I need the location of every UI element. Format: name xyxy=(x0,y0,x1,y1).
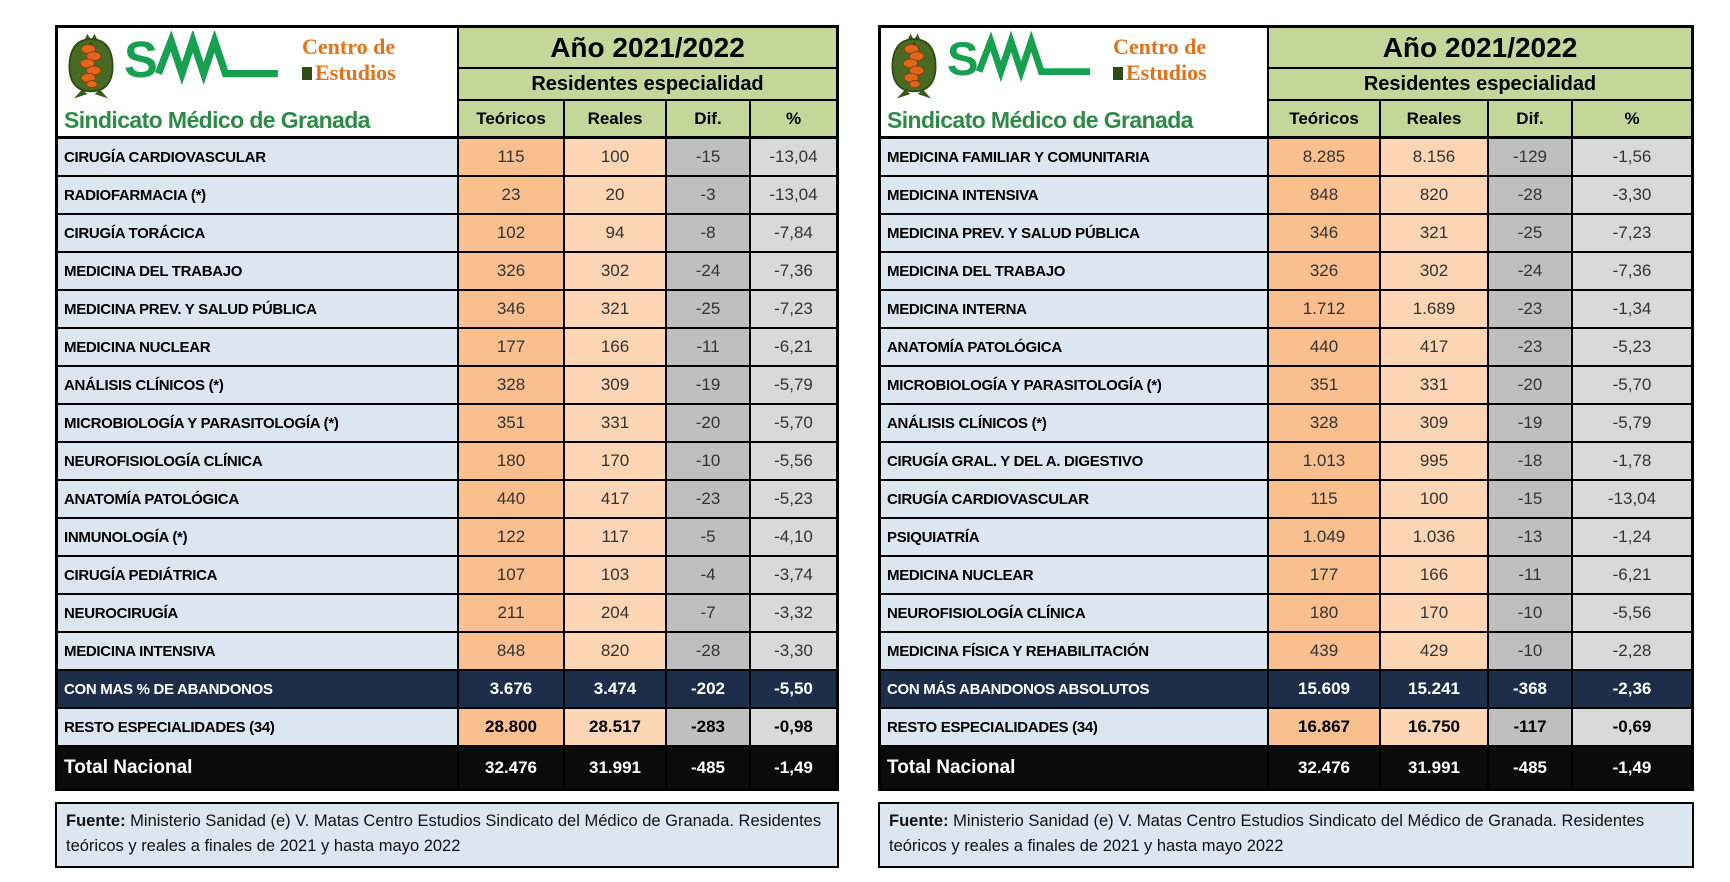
teoricos-value: 351 xyxy=(459,405,565,441)
reales-value: 309 xyxy=(565,367,667,403)
teoricos-value: 326 xyxy=(459,253,565,289)
table-row xyxy=(881,139,1691,177)
dif-value: -18 xyxy=(1489,443,1573,479)
reales-value: 166 xyxy=(565,329,667,365)
reales-value: 820 xyxy=(565,633,667,669)
svg-text:S: S xyxy=(947,32,979,85)
dif-value: -11 xyxy=(1489,557,1573,593)
total-row xyxy=(58,747,836,788)
reales-value: 331 xyxy=(1381,367,1489,403)
dif-value: -129 xyxy=(1489,139,1573,175)
table-row xyxy=(881,481,1691,519)
pct-value: -1,34 xyxy=(1573,291,1691,327)
table-row xyxy=(58,481,836,519)
table-subtitle: Residentes especialidad xyxy=(1269,69,1691,101)
teoricos-value: 328 xyxy=(1269,405,1381,441)
table-row xyxy=(58,177,836,215)
specialty-name: MEDICINA PREV. Y SALUD PÚBLICA xyxy=(58,291,459,327)
dif-value: -10 xyxy=(667,443,751,479)
specialty-name: MICROBIOLOGÍA Y PARASITOLOGÍA (*) xyxy=(881,367,1269,403)
svg-text:S: S xyxy=(124,31,158,89)
specialty-name: MEDICINA PREV. Y SALUD PÚBLICA xyxy=(881,215,1269,251)
left-table-panel xyxy=(55,25,839,868)
teoricos-value: 326 xyxy=(1269,253,1381,289)
pct-value: -5,79 xyxy=(751,367,836,403)
reales-value: 94 xyxy=(565,215,667,251)
table-row xyxy=(58,215,836,253)
centro-line2: Estudios xyxy=(1113,60,1207,86)
pct-value: -6,21 xyxy=(751,329,836,365)
table-row xyxy=(881,405,1691,443)
total-row xyxy=(881,747,1691,788)
dif-value: -15 xyxy=(1489,481,1573,517)
teoricos-value: 346 xyxy=(1269,215,1381,251)
specialty-name: ANÁLISIS CLÍNICOS (*) xyxy=(58,367,459,403)
teoricos-value: 440 xyxy=(459,481,565,517)
specialty-name: CIRUGÍA GRAL. Y DEL A. DIGESTIVO xyxy=(881,443,1269,479)
specialty-name: CON MÁS ABANDONOS ABSOLUTOS xyxy=(881,671,1269,707)
specialty-name: MEDICINA FÍSICA Y REHABILITACIÓN xyxy=(881,633,1269,669)
reales-value: 103 xyxy=(565,557,667,593)
dif-value: -283 xyxy=(667,709,751,745)
logo-block xyxy=(64,31,453,105)
summary-navy-row xyxy=(58,671,836,709)
reales-value: 417 xyxy=(1381,329,1489,365)
specialty-name: CIRUGÍA PEDIÁTRICA xyxy=(58,557,459,593)
specialty-name: CON MAS % DE ABANDONOS xyxy=(58,671,459,707)
specialty-name: MEDICINA INTENSIVA xyxy=(881,177,1269,213)
table-row xyxy=(881,367,1691,405)
pct-value: -5,70 xyxy=(751,405,836,441)
specialty-name: Total Nacional xyxy=(881,747,1269,788)
teoricos-value: 3.676 xyxy=(459,671,565,707)
dif-value: -485 xyxy=(1489,747,1573,788)
right-table-panel xyxy=(878,25,1694,868)
pen-nib-icon xyxy=(302,67,312,80)
dif-value: -20 xyxy=(667,405,751,441)
reales-value: 28.517 xyxy=(565,709,667,745)
specialty-name: MICROBIOLOGÍA Y PARASITOLOGÍA (*) xyxy=(58,405,459,441)
abandon-absolute-table xyxy=(878,25,1694,791)
dif-value: -23 xyxy=(667,481,751,517)
reales-value: 31.991 xyxy=(1381,747,1489,788)
column-header-dif: Dif. xyxy=(1489,101,1573,136)
reales-value: 31.991 xyxy=(565,747,667,788)
dif-value: -13 xyxy=(1489,519,1573,555)
pct-value: -3,74 xyxy=(751,557,836,593)
logo-cell xyxy=(881,28,1269,136)
reales-value: 302 xyxy=(565,253,667,289)
table-row xyxy=(58,291,836,329)
dif-value: -3 xyxy=(667,177,751,213)
source-text: Ministerio Sanidad (e) V. Matas Centro Estudios Sindicato del Médico de Granada. Residentes teóricos y reales a finales de 2021 y hasta mayo 2022 xyxy=(889,812,1645,855)
table-row xyxy=(58,367,836,405)
abandon-rate-table xyxy=(55,25,839,791)
reales-value: 100 xyxy=(565,139,667,175)
teoricos-value: 439 xyxy=(1269,633,1381,669)
centro-de-estudios-label xyxy=(1113,34,1207,87)
reales-value: 1.689 xyxy=(1381,291,1489,327)
centro-line1: Centro de xyxy=(302,34,396,59)
teoricos-value: 23 xyxy=(459,177,565,213)
pomegranate-logo-icon xyxy=(64,31,118,103)
teoricos-value: 32.476 xyxy=(1269,747,1381,788)
pct-value: -5,23 xyxy=(1573,329,1691,365)
dif-value: -19 xyxy=(1489,405,1573,441)
source-footnote xyxy=(55,802,839,868)
dif-value: -25 xyxy=(667,291,751,327)
logo-cell xyxy=(58,28,459,136)
specialty-name: MEDICINA NUCLEAR xyxy=(881,557,1269,593)
teoricos-value: 102 xyxy=(459,215,565,251)
specialty-name: INMUNOLOGÍA (*) xyxy=(58,519,459,555)
specialty-name: ANÁLISIS CLÍNICOS (*) xyxy=(881,405,1269,441)
teoricos-value: 440 xyxy=(1269,329,1381,365)
logo-block xyxy=(887,31,1263,105)
table-row xyxy=(58,557,836,595)
source-text: Ministerio Sanidad (e) V. Matas Centro Estudios Sindicato del Médico de Granada. Residentes teóricos y reales a finales de 2021 y hasta mayo 2022 xyxy=(66,812,822,855)
reales-value: 417 xyxy=(565,481,667,517)
dif-value: -28 xyxy=(667,633,751,669)
pct-value: -5,79 xyxy=(1573,405,1691,441)
reales-value: 3.474 xyxy=(565,671,667,707)
pct-value: -0,98 xyxy=(751,709,836,745)
summary-resto-row xyxy=(58,709,836,747)
reales-value: 309 xyxy=(1381,405,1489,441)
table-row xyxy=(881,595,1691,633)
table-row xyxy=(881,177,1691,215)
dif-value: -202 xyxy=(667,671,751,707)
specialty-name: Total Nacional xyxy=(58,747,459,788)
reales-value: 1.036 xyxy=(1381,519,1489,555)
dif-value: -11 xyxy=(667,329,751,365)
reales-value: 20 xyxy=(565,177,667,213)
pct-value: -7,84 xyxy=(751,215,836,251)
centro-line2: Estudios xyxy=(302,60,396,86)
teoricos-value: 122 xyxy=(459,519,565,555)
teoricos-value: 328 xyxy=(459,367,565,403)
table-body xyxy=(881,139,1691,788)
reales-value: 8.156 xyxy=(1381,139,1489,175)
dif-value: -485 xyxy=(667,747,751,788)
pct-value: -7,23 xyxy=(1573,215,1691,251)
specialty-name: RESTO ESPECIALIDADES (34) xyxy=(58,709,459,745)
table-row xyxy=(58,443,836,481)
source-footnote xyxy=(878,802,1694,868)
dif-value: -10 xyxy=(1489,633,1573,669)
year-title: Año 2021/2022 xyxy=(459,28,836,69)
pct-value: -1,49 xyxy=(751,747,836,788)
teoricos-value: 1.712 xyxy=(1269,291,1381,327)
table-row xyxy=(881,291,1691,329)
teoricos-value: 28.800 xyxy=(459,709,565,745)
teoricos-value: 211 xyxy=(459,595,565,631)
dif-value: -5 xyxy=(667,519,751,555)
year-title: Año 2021/2022 xyxy=(1269,28,1691,69)
reales-value: 117 xyxy=(565,519,667,555)
pomegranate-logo-icon xyxy=(887,31,941,103)
table-row xyxy=(58,595,836,633)
reales-value: 15.241 xyxy=(1381,671,1489,707)
reales-value: 204 xyxy=(565,595,667,631)
dif-value: -7 xyxy=(667,595,751,631)
summary-navy-row xyxy=(881,671,1691,709)
table-row xyxy=(58,253,836,291)
dif-value: -28 xyxy=(1489,177,1573,213)
summary-resto-row xyxy=(881,709,1691,747)
dif-value: -24 xyxy=(667,253,751,289)
column-header-pct: % xyxy=(751,101,836,136)
pct-value: -0,69 xyxy=(1573,709,1691,745)
dif-value: -24 xyxy=(1489,253,1573,289)
pct-value: -2,36 xyxy=(1573,671,1691,707)
org-name: Sindicato Médico de Granada xyxy=(64,107,370,133)
table-subtitle: Residentes especialidad xyxy=(459,69,836,101)
pct-value: -6,21 xyxy=(1573,557,1691,593)
dif-value: -8 xyxy=(667,215,751,251)
teoricos-value: 180 xyxy=(1269,595,1381,631)
table-header xyxy=(881,28,1691,139)
pct-value: -3,30 xyxy=(1573,177,1691,213)
column-header-pct: % xyxy=(1573,101,1691,136)
table-row xyxy=(881,215,1691,253)
teoricos-value: 32.476 xyxy=(459,747,565,788)
pct-value: -1,49 xyxy=(1573,747,1691,788)
specialty-name: MEDICINA FAMILIAR Y COMUNITARIA xyxy=(881,139,1269,175)
sma-ekg-icon xyxy=(947,31,1107,87)
reales-value: 170 xyxy=(1381,595,1489,631)
table-row xyxy=(881,633,1691,671)
reales-value: 321 xyxy=(1381,215,1489,251)
specialty-name: RESTO ESPECIALIDADES (34) xyxy=(881,709,1269,745)
specialty-name: RADIOFARMACIA (*) xyxy=(58,177,459,213)
column-header-reales: Reales xyxy=(1381,101,1489,136)
source-label: Fuente: xyxy=(889,812,949,830)
reales-value: 331 xyxy=(565,405,667,441)
table-row xyxy=(58,329,836,367)
dif-value: -15 xyxy=(667,139,751,175)
teoricos-value: 115 xyxy=(459,139,565,175)
pct-value: -5,56 xyxy=(751,443,836,479)
reales-value: 100 xyxy=(1381,481,1489,517)
column-header-dif: Dif. xyxy=(667,101,751,136)
pct-value: -3,30 xyxy=(751,633,836,669)
table-row xyxy=(58,139,836,177)
org-name: Sindicato Médico de Granada xyxy=(887,107,1193,133)
reales-value: 429 xyxy=(1381,633,1489,669)
column-header-reales: Reales xyxy=(565,101,667,136)
specialty-name: CIRUGÍA CARDIOVASCULAR xyxy=(58,139,459,175)
dif-value: -25 xyxy=(1489,215,1573,251)
teoricos-value: 346 xyxy=(459,291,565,327)
pct-value: -1,56 xyxy=(1573,139,1691,175)
teoricos-value: 107 xyxy=(459,557,565,593)
table-body xyxy=(58,139,836,788)
dif-value: -23 xyxy=(1489,329,1573,365)
reales-value: 166 xyxy=(1381,557,1489,593)
table-row xyxy=(881,443,1691,481)
specialty-name: MEDICINA DEL TRABAJO xyxy=(58,253,459,289)
specialty-name: ANATOMÍA PATOLÓGICA xyxy=(881,329,1269,365)
table-row xyxy=(58,633,836,671)
pct-value: -5,23 xyxy=(751,481,836,517)
dif-value: -368 xyxy=(1489,671,1573,707)
centro-line1: Centro de xyxy=(1113,34,1207,59)
dif-value: -23 xyxy=(1489,291,1573,327)
pct-value: -7,36 xyxy=(751,253,836,289)
specialty-name: CIRUGÍA CARDIOVASCULAR xyxy=(881,481,1269,517)
column-header-teoricos: Teóricos xyxy=(1269,101,1381,136)
teoricos-value: 848 xyxy=(459,633,565,669)
specialty-name: PSIQUIATRÍA xyxy=(881,519,1269,555)
specialty-name: NEUROFISIOLOGÍA CLÍNICA xyxy=(881,595,1269,631)
specialty-name: MEDICINA NUCLEAR xyxy=(58,329,459,365)
pct-value: -1,78 xyxy=(1573,443,1691,479)
column-header-teoricos: Teóricos xyxy=(459,101,565,136)
pct-value: -1,24 xyxy=(1573,519,1691,555)
table-row xyxy=(881,253,1691,291)
teoricos-value: 177 xyxy=(1269,557,1381,593)
specialty-name: CIRUGÍA TORÁCICA xyxy=(58,215,459,251)
teoricos-value: 351 xyxy=(1269,367,1381,403)
table-row xyxy=(881,557,1691,595)
dif-value: -4 xyxy=(667,557,751,593)
pct-value: -2,28 xyxy=(1573,633,1691,669)
teoricos-value: 1.049 xyxy=(1269,519,1381,555)
pct-value: -5,56 xyxy=(1573,595,1691,631)
teoricos-value: 16.867 xyxy=(1269,709,1381,745)
specialty-name: MEDICINA INTENSIVA xyxy=(58,633,459,669)
table-row xyxy=(881,519,1691,557)
pen-nib-icon xyxy=(1113,67,1123,80)
teoricos-value: 1.013 xyxy=(1269,443,1381,479)
pct-value: -13,04 xyxy=(751,139,836,175)
reales-value: 321 xyxy=(565,291,667,327)
teoricos-value: 180 xyxy=(459,443,565,479)
teoricos-value: 115 xyxy=(1269,481,1381,517)
dif-value: -10 xyxy=(1489,595,1573,631)
table-header xyxy=(58,28,836,139)
specialty-name: MEDICINA DEL TRABAJO xyxy=(881,253,1269,289)
reales-value: 170 xyxy=(565,443,667,479)
sma-ekg-icon xyxy=(124,31,296,89)
table-row xyxy=(58,405,836,443)
source-label: Fuente: xyxy=(66,812,126,830)
specialty-name: ANATOMÍA PATOLÓGICA xyxy=(58,481,459,517)
table-row xyxy=(58,519,836,557)
pct-value: -5,50 xyxy=(751,671,836,707)
pct-value: -7,23 xyxy=(751,291,836,327)
reales-value: 820 xyxy=(1381,177,1489,213)
pct-value: -4,10 xyxy=(751,519,836,555)
dif-value: -117 xyxy=(1489,709,1573,745)
pct-value: -13,04 xyxy=(1573,481,1691,517)
centro-de-estudios-label xyxy=(302,34,396,87)
reales-value: 16.750 xyxy=(1381,709,1489,745)
teoricos-value: 8.285 xyxy=(1269,139,1381,175)
specialty-name: NEUROCIRUGÍA xyxy=(58,595,459,631)
teoricos-value: 177 xyxy=(459,329,565,365)
pct-value: -13,04 xyxy=(751,177,836,213)
specialty-name: MEDICINA INTERNA xyxy=(881,291,1269,327)
teoricos-value: 848 xyxy=(1269,177,1381,213)
table-row xyxy=(881,329,1691,367)
dif-value: -19 xyxy=(667,367,751,403)
reales-value: 302 xyxy=(1381,253,1489,289)
pct-value: -3,32 xyxy=(751,595,836,631)
pct-value: -5,70 xyxy=(1573,367,1691,403)
pct-value: -7,36 xyxy=(1573,253,1691,289)
teoricos-value: 15.609 xyxy=(1269,671,1381,707)
specialty-name: NEUROFISIOLOGÍA CLÍNICA xyxy=(58,443,459,479)
dif-value: -20 xyxy=(1489,367,1573,403)
reales-value: 995 xyxy=(1381,443,1489,479)
